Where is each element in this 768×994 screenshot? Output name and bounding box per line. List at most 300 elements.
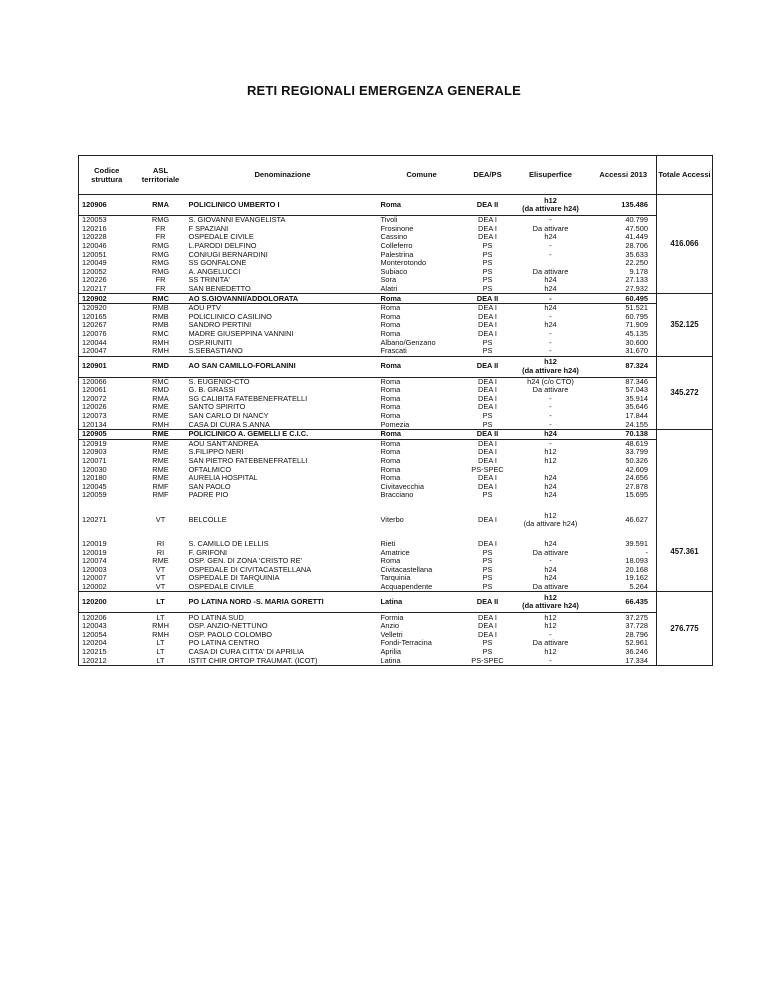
cell-denominazione: OSPEDALE DI TARQUINIA	[188, 574, 280, 583]
cell-accessi-2013	[591, 530, 657, 540]
cell-denominazione: SAN PAOLO	[188, 482, 231, 491]
cell-elisuperfice: h24	[544, 491, 557, 500]
cell-denominazione: OSPEDALE CIVILE	[188, 582, 254, 591]
cell-comune: Pomezia	[380, 420, 410, 429]
cell-comune: Roma	[380, 403, 401, 412]
cell-comune: Frosinone	[380, 224, 414, 233]
cell-elisuperfice: h24	[544, 284, 557, 293]
cell-asl: RMC	[135, 294, 187, 304]
cell-denominazione: AOU PTV	[188, 303, 221, 313]
table-row	[79, 377, 713, 386]
cell-elisuperfice: h24 (c/o CTO)	[527, 377, 574, 386]
header-totale-accessi: Totale Accessi	[657, 156, 713, 195]
cell-elisuperfice: Da attivare	[532, 548, 569, 557]
cell-asl: RME	[135, 430, 187, 440]
cell-accessi-2013: 50.326	[625, 456, 648, 466]
cell-elisuperfice: Da attivare	[532, 639, 569, 648]
cell-accessi-2013: 18.093	[625, 557, 648, 566]
cell-dea-ps: DEA I	[478, 439, 497, 448]
table-row	[79, 403, 713, 412]
cell-denominazione: ISTIT CHIR ORTOP TRAUMAT. (ICOT)	[187, 656, 379, 665]
cell-comune: Roma	[380, 439, 401, 448]
cell-comune: Civitavecchia	[380, 482, 425, 491]
cell-asl: FR	[155, 284, 166, 293]
cell-codice: 120905	[79, 430, 135, 440]
cell-comune: Roma	[379, 294, 465, 304]
cell-totale-accessi: 345.272	[657, 356, 713, 430]
cell-asl: RMF	[152, 491, 169, 500]
table-row	[79, 491, 713, 500]
cell-codice: 120206	[79, 613, 135, 622]
cell-codice: 120046	[79, 242, 135, 251]
emergency-network-table-container	[78, 155, 712, 665]
cell-elisuperfice: -	[549, 411, 552, 421]
cell-dea-ps: PS	[482, 574, 493, 583]
table-row	[79, 622, 713, 631]
cell-comune: Roma	[380, 474, 401, 483]
cell-comune: Acquapendente	[380, 582, 433, 591]
cell-dea-ps: PS	[482, 411, 493, 421]
cell-asl: RMB	[152, 312, 169, 321]
cell-comune: Amatrice	[380, 548, 410, 557]
cell-codice: 120019	[79, 540, 135, 549]
cell-dea-ps: DEA I	[478, 621, 497, 631]
cell-elisuperfice: h24	[544, 482, 557, 491]
cell-accessi-2013: 42.609	[625, 465, 648, 474]
cell-denominazione: OSPEDALE DI CIVITACASTELLANA	[188, 565, 312, 574]
cell-codice: 120216	[79, 225, 135, 234]
cell-asl: RME	[152, 403, 169, 412]
cell-asl: LT	[135, 592, 187, 613]
cell-codice: 120071	[79, 457, 135, 466]
cell-asl: RMG	[151, 258, 170, 268]
cell-denominazione: S. EUGENIO-CTO	[188, 377, 250, 386]
cell-dea-ps: DEA I	[478, 630, 497, 639]
cell-asl: RI	[156, 548, 165, 557]
cell-comune: Fondi-Terracina	[380, 639, 432, 648]
table-row	[79, 457, 713, 466]
cell-comune: Roma	[380, 312, 401, 321]
cell-comune: Albano/Genzano	[380, 338, 436, 347]
cell-accessi-2013: 27.932	[625, 284, 648, 293]
table-row	[79, 338, 713, 347]
cell-accessi-2013: 20.168	[625, 565, 648, 574]
cell-denominazione: CASA DI CURA S.ANNA	[188, 420, 270, 429]
cell-elisuperfice: h12 (da attivare h24)	[511, 195, 591, 216]
cell-comune: Bracciano	[380, 491, 414, 500]
cell-asl: RMH	[152, 630, 169, 639]
cell-asl: LT	[156, 647, 165, 656]
cell-dea-ps: DEA I	[478, 215, 497, 225]
table-row	[79, 631, 713, 640]
cell-asl: FR	[155, 233, 166, 242]
table-spacer-row	[79, 500, 713, 510]
cell-dea-ps: DEA II	[465, 195, 511, 216]
cell-comune: Sora	[380, 276, 397, 285]
cell-comune: Subiaco	[380, 267, 408, 276]
cell-dea-ps: PS	[482, 284, 493, 293]
cell-dea-ps: DEA II	[465, 430, 511, 440]
cell-accessi-2013: 35.633	[625, 250, 648, 259]
table-spacer-row	[79, 530, 713, 540]
table-row	[79, 465, 713, 474]
cell-dea-ps	[465, 500, 511, 510]
cell-comune: Roma	[380, 329, 401, 338]
cell-asl: RMH	[152, 338, 169, 347]
cell-asl: RMH	[152, 346, 169, 356]
cell-elisuperfice: -	[549, 557, 552, 566]
cell-asl: RME	[152, 411, 169, 421]
cell-elisuperfice: -	[549, 420, 552, 429]
cell-codice: 120215	[79, 648, 135, 657]
page-title: RETI REGIONALI EMERGENZA GENERALE	[246, 83, 522, 98]
cell-elisuperfice	[511, 530, 591, 540]
cell-dea-ps: DEA II	[465, 356, 511, 377]
table-row	[79, 639, 713, 648]
cell-codice: 120052	[79, 268, 135, 277]
table-row	[79, 216, 713, 225]
cell-codice: 120267	[79, 321, 135, 330]
cell-asl: RI	[156, 539, 165, 548]
cell-dea-ps: PS	[482, 267, 493, 276]
cell-denominazione: AURELIA HOSPITAL	[188, 474, 258, 483]
cell-codice: 120072	[79, 395, 135, 404]
cell-codice: 120049	[79, 259, 135, 268]
table-row	[79, 510, 713, 530]
cell-denominazione: S. CAMILLO DE LELLIS	[188, 539, 269, 548]
cell-comune: Viterbo	[380, 514, 404, 524]
cell-codice: 120003	[79, 566, 135, 575]
cell-codice: 120906	[79, 195, 135, 216]
cell-comune: Monterotondo	[380, 258, 427, 268]
cell-accessi-2013: -	[645, 548, 648, 557]
cell-comune: Roma	[380, 394, 401, 403]
cell-comune: Roma	[380, 386, 401, 395]
cell-accessi-2013: 48.619	[625, 439, 648, 448]
table-row	[79, 195, 713, 216]
cell-denominazione: AO S.GIOVANNI/ADDOLORATA	[187, 294, 379, 304]
cell-denominazione: F SPAZIANI	[188, 224, 229, 233]
cell-accessi-2013: 37.728	[625, 621, 648, 631]
cell-asl: RME	[152, 456, 169, 466]
cell-comune: Frascati	[380, 346, 407, 356]
cell-dea-ps: DEA I	[478, 224, 497, 233]
cell-asl: RMC	[152, 377, 169, 386]
cell-accessi-2013: 19.162	[625, 574, 648, 583]
cell-comune: Roma	[380, 377, 401, 386]
cell-accessi-2013: 17.844	[625, 411, 648, 421]
header-codice: Codice struttura	[79, 156, 135, 195]
cell-accessi-2013: 28.796	[625, 630, 648, 639]
cell-elisuperfice: -	[549, 439, 552, 448]
cell-asl: RME	[152, 465, 169, 474]
cell-denominazione: SS TRINITA'	[188, 276, 230, 285]
cell-denominazione: OSP. PAOLO COLOMBO	[188, 630, 273, 639]
cell-dea-ps: DEA I	[478, 321, 497, 330]
cell-denominazione: G. B. GRASSI	[188, 386, 236, 395]
cell-accessi-2013: 39.591	[625, 539, 648, 548]
cell-accessi-2013: 47.500	[625, 224, 648, 233]
cell-asl: RME	[152, 474, 169, 483]
cell-accessi-2013: 5.264	[629, 582, 648, 591]
cell-accessi-2013: 35.914	[625, 394, 648, 403]
cell-codice: 120271	[79, 510, 135, 530]
cell-asl: RME	[152, 557, 169, 566]
table-row	[79, 574, 713, 583]
cell-dea-ps: PS	[482, 548, 493, 557]
cell-accessi-2013: 60.495	[591, 294, 657, 304]
cell-asl: RMH	[152, 621, 169, 631]
cell-codice: 120026	[79, 403, 135, 412]
header-comune: Comune	[379, 156, 465, 195]
cell-dea-ps: DEA I	[478, 612, 497, 622]
cell-elisuperfice: h24	[511, 430, 591, 440]
cell-asl: VT	[155, 514, 166, 524]
cell-elisuperfice: h12 (da attivare h24)	[511, 356, 591, 377]
cell-elisuperfice: h24	[544, 303, 557, 313]
cell-dea-ps: DEA II	[465, 294, 511, 304]
cell-codice: 120226	[79, 276, 135, 285]
cell-comune: Roma	[380, 321, 401, 330]
table-row	[79, 321, 713, 330]
header-dea-ps: DEA/PS	[465, 156, 511, 195]
cell-accessi-2013: 30.600	[625, 338, 648, 347]
cell-dea-ps: PS	[482, 346, 493, 356]
cell-denominazione: BELCOLLE	[188, 514, 227, 524]
cell-dea-ps: DEA I	[478, 482, 497, 491]
cell-codice: 120043	[79, 622, 135, 631]
cell-dea-ps: DEA I	[478, 233, 497, 242]
table-row	[79, 583, 713, 592]
cell-accessi-2013: 46.627	[625, 514, 648, 524]
cell-elisuperfice: -	[549, 630, 552, 639]
table-row	[79, 483, 713, 492]
cell-asl: RMG	[151, 241, 170, 250]
cell-comune: Alatri	[380, 284, 398, 293]
cell-comune: Rieti	[380, 539, 396, 548]
cell-asl: VT	[155, 565, 166, 574]
cell-codice: 120180	[79, 474, 135, 483]
cell-asl: LT	[156, 639, 165, 648]
cell-codice: 120073	[79, 412, 135, 421]
cell-denominazione: AO SAN CAMILLO-FORLANINI	[187, 356, 379, 377]
cell-denominazione: OSP.RIUNITI	[188, 338, 232, 347]
cell-denominazione: PO LATINA SUD	[188, 612, 244, 622]
cell-asl: RMD	[152, 386, 169, 395]
cell-accessi-2013: 66.435	[591, 592, 657, 613]
cell-elisuperfice: -	[549, 394, 552, 403]
table-row	[79, 548, 713, 557]
cell-totale-accessi: 457.361	[657, 430, 713, 592]
cell-asl: RME	[152, 439, 169, 448]
cell-asl: RMA	[152, 394, 169, 403]
cell-codice: 120030	[79, 465, 135, 474]
cell-asl: RMG	[151, 250, 170, 259]
cell-comune	[379, 500, 465, 510]
cell-elisuperfice: Da attivare	[532, 224, 569, 233]
cell-dea-ps: PS	[482, 338, 493, 347]
table-row	[79, 439, 713, 448]
cell-elisuperfice: h24	[544, 565, 557, 574]
cell-denominazione: L.PARODI DELFINO	[188, 241, 257, 250]
cell-codice: 120053	[79, 216, 135, 225]
cell-elisuperfice: h12 (da attivare h24)	[511, 592, 591, 613]
cell-codice: 120045	[79, 483, 135, 492]
table-row	[79, 259, 713, 268]
cell-denominazione: SAN PIETRO FATEBENEFRATELLI	[188, 456, 308, 466]
cell-comune: Roma	[380, 448, 401, 457]
cell-dea-ps: PS	[482, 491, 493, 500]
cell-accessi-2013: 35.646	[625, 403, 648, 412]
cell-dea-ps: PS	[482, 639, 493, 648]
cell-accessi-2013: 71.909	[625, 321, 648, 330]
cell-denominazione: POLICLINICO UMBERTO I	[187, 195, 379, 216]
cell-asl: RMD	[135, 356, 187, 377]
cell-codice	[79, 500, 135, 510]
cell-asl: VT	[155, 582, 166, 591]
cell-dea-ps: PS	[482, 647, 493, 656]
cell-elisuperfice: h12 (da attivare h24)	[523, 510, 578, 528]
cell-elisuperfice: Da attivare	[532, 267, 569, 276]
cell-denominazione: SANDRO PERTINI	[188, 321, 252, 330]
cell-codice: 120901	[79, 356, 135, 377]
cell-comune: Cassino	[380, 233, 408, 242]
table-row	[79, 268, 713, 277]
cell-dea-ps: PS	[482, 250, 493, 259]
header-accessi-2013: Accessi 2013	[591, 156, 657, 195]
cell-denominazione: AOU SANT'ANDREA	[188, 439, 259, 448]
table-body	[79, 195, 713, 666]
cell-denominazione: PO LATINA NORD -S. MARIA GORETTI	[187, 592, 379, 613]
cell-elisuperfice: h12	[544, 448, 557, 457]
cell-asl: RMA	[135, 195, 187, 216]
table-row	[79, 420, 713, 429]
cell-comune: Colleferro	[380, 241, 413, 250]
cell-elisuperfice	[511, 500, 591, 510]
cell-comune: Roma	[379, 430, 465, 440]
table-row	[79, 356, 713, 377]
table-row	[79, 613, 713, 622]
cell-elisuperfice: Da attivare	[532, 582, 569, 591]
cell-accessi-2013: 31.670	[625, 346, 648, 356]
cell-elisuperfice: h12	[544, 621, 557, 631]
table-row	[79, 592, 713, 613]
cell-denominazione: PO LATINA CENTRO	[188, 639, 260, 648]
cell-asl: RMB	[152, 321, 169, 330]
cell-elisuperfice: -	[549, 241, 552, 250]
cell-denominazione: OSPEDALE CIVILE	[188, 233, 254, 242]
cell-codice: 120134	[79, 420, 135, 429]
cell-denominazione: OSP. GEN. DI ZONA 'CRISTO RE'	[188, 557, 302, 566]
cell-elisuperfice: Da attivare	[532, 386, 569, 395]
cell-elisuperfice: h12	[544, 456, 557, 466]
cell-codice: 120019	[79, 548, 135, 557]
cell-denominazione: S.SEBASTIANO	[188, 346, 243, 356]
cell-dea-ps	[465, 530, 511, 540]
cell-elisuperfice: h24	[544, 321, 557, 330]
cell-comune: Roma	[380, 303, 401, 313]
cell-elisuperfice: h24	[544, 233, 557, 242]
cell-elisuperfice: h24	[544, 574, 557, 583]
table-row	[79, 412, 713, 421]
table-row	[79, 285, 713, 294]
cell-accessi-2013: 40.799	[625, 215, 648, 225]
cell-accessi-2013: 22.250	[625, 258, 648, 268]
cell-denominazione: OFTALMICO	[188, 465, 232, 474]
cell-accessi-2013: 51.521	[625, 303, 648, 313]
cell-codice: 120903	[79, 448, 135, 457]
table-row	[79, 448, 713, 457]
header-elisuperfice: Elisuperfice	[511, 156, 591, 195]
cell-denominazione: POLICLINICO A. GEMELLI E C.I.C.	[187, 430, 379, 440]
cell-accessi-2013: 57.043	[625, 386, 648, 395]
cell-denominazione: CASA DI CURA CITTA' DI APRILIA	[188, 647, 304, 656]
cell-denominazione: A. ANGELUCCI	[188, 267, 241, 276]
cell-dea-ps: DEA I	[478, 303, 497, 313]
cell-comune: Civitacastellana	[380, 565, 433, 574]
cell-accessi-2013	[591, 500, 657, 510]
cell-dea-ps: PS	[482, 582, 493, 591]
cell-totale-accessi: 416.066	[657, 195, 713, 294]
cell-denominazione: SAN BENEDETTO	[188, 284, 251, 293]
cell-elisuperfice: -	[549, 215, 552, 225]
cell-denominazione: SS GONFALONE	[188, 258, 247, 268]
cell-asl	[135, 500, 187, 510]
cell-codice: 120200	[79, 592, 135, 613]
cell-elisuperfice: h12	[544, 612, 557, 622]
cell-accessi-2013: 87.324	[591, 356, 657, 377]
cell-codice: 120228	[79, 233, 135, 242]
cell-accessi-2013: 36.246	[625, 647, 648, 656]
cell-denominazione: MADRE GIUSEPPINA VANNINI	[188, 329, 294, 338]
cell-elisuperfice: h24	[544, 539, 557, 548]
cell-codice: 120061	[79, 386, 135, 395]
cell-elisuperfice	[511, 465, 591, 474]
cell-accessi-2013: 24.155	[625, 420, 648, 429]
cell-elisuperfice	[511, 259, 591, 268]
cell-accessi-2013: 28.706	[625, 241, 648, 250]
cell-denominazione: SANTO SPIRITO	[188, 403, 246, 412]
cell-asl: VT	[155, 574, 166, 583]
cell-dea-ps: PS-SPEC	[465, 656, 511, 665]
cell-codice	[79, 530, 135, 540]
table-row	[79, 566, 713, 575]
cell-codice: 120217	[79, 285, 135, 294]
table-row	[79, 250, 713, 259]
cell-accessi-2013: 45.135	[625, 329, 648, 338]
cell-asl: RMC	[152, 329, 169, 338]
cell-accessi-2013: 52.961	[625, 639, 648, 648]
cell-comune: Latina	[379, 656, 465, 665]
cell-dea-ps: DEA I	[478, 329, 497, 338]
cell-codice: 120044	[79, 338, 135, 347]
emergency-network-table	[78, 155, 713, 666]
cell-accessi-2013: 41.449	[625, 233, 648, 242]
cell-codice: 120076	[79, 330, 135, 339]
cell-accessi-2013: 27.133	[625, 276, 648, 285]
cell-accessi-2013: 37.275	[625, 612, 648, 622]
cell-elisuperfice: -	[549, 346, 552, 356]
cell-elisuperfice: h12	[544, 647, 557, 656]
table-row	[79, 242, 713, 251]
cell-codice: 120920	[79, 303, 135, 312]
cell-elisuperfice: -	[511, 294, 591, 304]
cell-dea-ps: PS	[482, 420, 493, 429]
cell-codice: 120047	[79, 347, 135, 356]
cell-accessi-2013: 24.656	[625, 474, 648, 483]
cell-accessi-2013: 17.334	[591, 656, 657, 665]
cell-denominazione: PADRE PIO	[188, 491, 229, 500]
